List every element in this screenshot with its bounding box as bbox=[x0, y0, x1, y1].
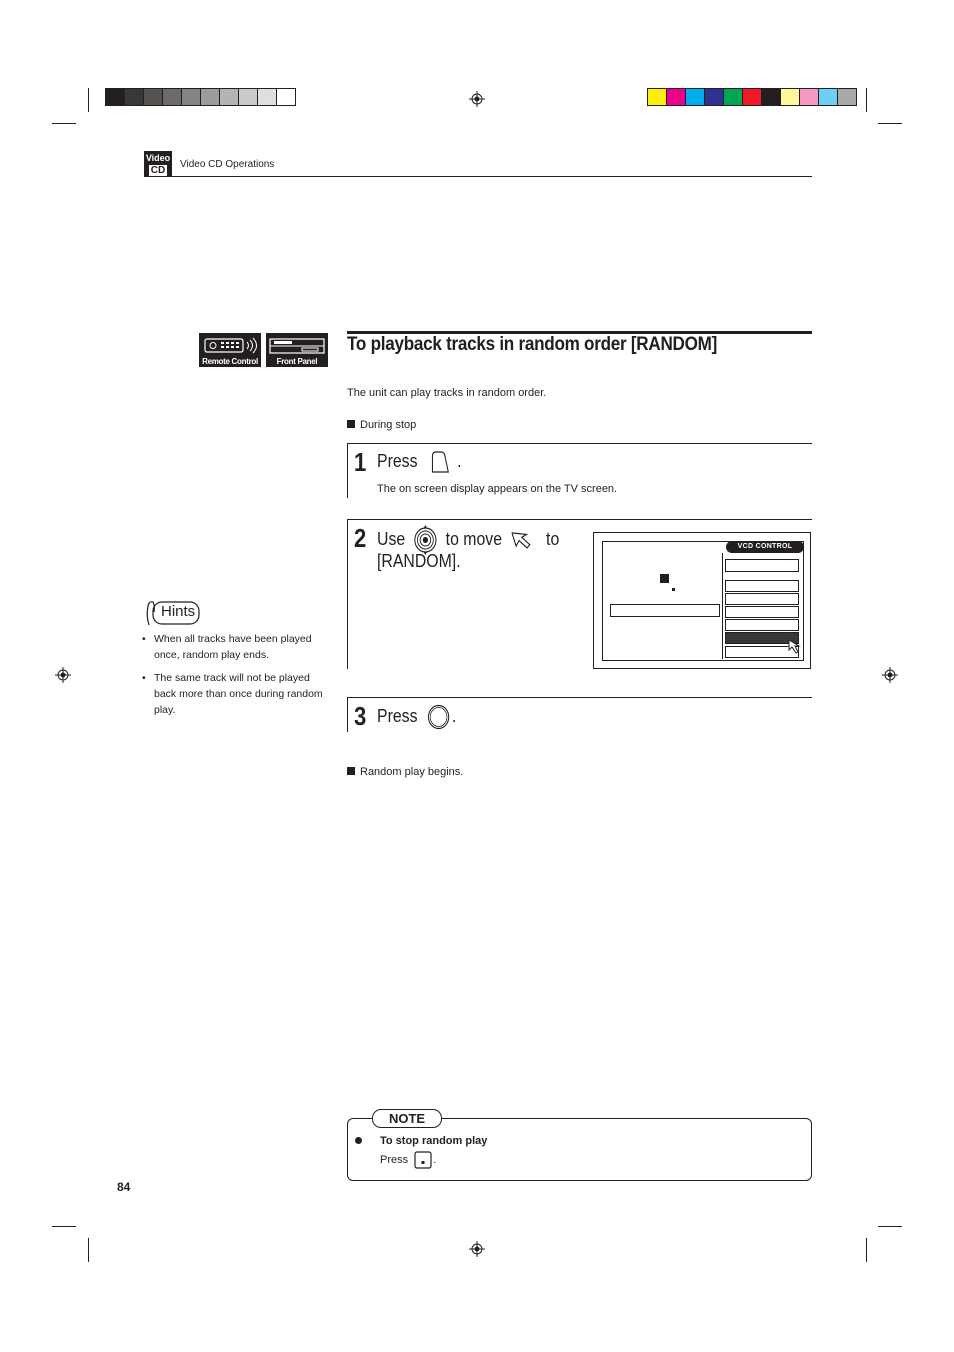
step-2-target: [RANDOM]. bbox=[377, 551, 461, 571]
step-1-period: . bbox=[457, 450, 462, 471]
color-swatch bbox=[144, 89, 163, 105]
color-swatch bbox=[648, 89, 667, 105]
hint-text: The same track will not be played back more than once during random play. bbox=[154, 672, 323, 716]
video-cd-icon-line1: Video bbox=[145, 153, 171, 163]
step-1-press-label: Press bbox=[377, 450, 418, 471]
color-swatch bbox=[800, 89, 819, 105]
enter-button-icon bbox=[427, 704, 452, 730]
step-2-to-label: to bbox=[546, 528, 560, 549]
note-bullet-icon bbox=[355, 1137, 362, 1144]
condition-text bbox=[347, 419, 416, 431]
video-cd-icon bbox=[144, 151, 172, 177]
square-bullet-icon bbox=[347, 767, 355, 775]
step-1-instruction bbox=[377, 450, 462, 474]
osd-divider bbox=[722, 553, 723, 659]
osd-menu-item bbox=[725, 580, 799, 592]
color-swatch bbox=[163, 89, 182, 105]
intro-text: The unit can play tracks in random order. bbox=[347, 387, 547, 399]
osd-track-field bbox=[610, 604, 720, 617]
color-swatch bbox=[239, 89, 258, 105]
page-number: 84 bbox=[117, 1180, 131, 1194]
crop-mark bbox=[878, 1226, 902, 1227]
crop-mark bbox=[866, 1238, 867, 1262]
step-3-side-rule bbox=[347, 697, 348, 732]
color-swatch bbox=[277, 89, 295, 105]
registration-mark-icon bbox=[469, 1241, 485, 1257]
osd-menu-item bbox=[725, 619, 799, 631]
crop-mark bbox=[52, 123, 76, 124]
color-swatch bbox=[819, 89, 838, 105]
crop-mark bbox=[52, 1226, 76, 1227]
step-2-use-label: Use bbox=[377, 528, 406, 549]
color-swatch bbox=[667, 89, 686, 105]
color-swatch bbox=[781, 89, 800, 105]
registration-mark-icon bbox=[55, 667, 71, 683]
osd-menu-item bbox=[725, 559, 799, 572]
crop-mark bbox=[88, 88, 89, 112]
result-text bbox=[347, 766, 463, 778]
color-swatch bbox=[838, 89, 856, 105]
crop-mark bbox=[88, 1238, 89, 1262]
menu-button-icon bbox=[427, 450, 452, 474]
grayscale-bar bbox=[105, 88, 296, 106]
step-3-number: 3 bbox=[354, 701, 367, 731]
hint-bullet: • bbox=[142, 672, 146, 684]
osd-pointer-icon bbox=[787, 638, 801, 654]
step-3-period: . bbox=[451, 705, 457, 726]
step-1-side-rule bbox=[347, 443, 348, 498]
osd-menu-item bbox=[725, 593, 799, 605]
remote-control-badge bbox=[199, 333, 261, 367]
step-2-rule bbox=[347, 519, 812, 520]
osd-menu-item bbox=[725, 606, 799, 618]
hint-item-1 bbox=[142, 631, 327, 663]
color-swatch bbox=[220, 89, 239, 105]
registration-mark-icon bbox=[469, 91, 485, 107]
note-press-label: Press bbox=[380, 1154, 409, 1166]
step-2-to-move-label: to move bbox=[445, 528, 503, 549]
step-1-description: The on screen display appears on the TV screen. bbox=[377, 483, 618, 495]
color-swatch bbox=[705, 89, 724, 105]
color-swatch bbox=[724, 89, 743, 105]
color-swatch bbox=[743, 89, 762, 105]
color-bar bbox=[647, 88, 857, 106]
osd-screen bbox=[593, 532, 811, 669]
color-swatch bbox=[686, 89, 705, 105]
step-3-press-label: Press bbox=[377, 705, 418, 726]
note-label: NOTE bbox=[372, 1109, 442, 1128]
registration-mark-icon bbox=[882, 667, 898, 683]
note-period: . bbox=[433, 1154, 437, 1166]
section-title: To playback tracks in random order [RANDOM] bbox=[347, 334, 718, 355]
step-1-number: 1 bbox=[354, 447, 367, 477]
step-2-side-rule bbox=[347, 519, 348, 669]
condition-label: During stop bbox=[360, 419, 417, 431]
note-instruction bbox=[380, 1150, 436, 1170]
osd-marker-small bbox=[672, 588, 675, 591]
square-bullet-icon bbox=[347, 420, 355, 428]
hint-bullet: • bbox=[142, 633, 146, 645]
step-3-rule bbox=[347, 697, 812, 698]
stop-button-icon bbox=[413, 1150, 433, 1170]
step-2-number: 2 bbox=[354, 523, 367, 553]
hints-label: Hints bbox=[161, 603, 196, 620]
color-swatch bbox=[125, 89, 144, 105]
color-swatch bbox=[106, 89, 125, 105]
video-cd-icon-line2: CD bbox=[150, 165, 166, 176]
note-heading: To stop random play bbox=[380, 1135, 488, 1147]
color-swatch bbox=[182, 89, 201, 105]
section-header: Video CD Operations bbox=[180, 159, 275, 170]
color-swatch bbox=[201, 89, 220, 105]
header-rule bbox=[144, 176, 812, 177]
crop-mark bbox=[866, 88, 867, 112]
step-1-rule bbox=[347, 443, 812, 444]
remote-control-icon bbox=[199, 335, 261, 357]
crop-mark bbox=[878, 123, 902, 124]
hint-item-2 bbox=[142, 670, 327, 718]
remote-control-label: Remote Control bbox=[202, 357, 258, 366]
step-3-instruction bbox=[377, 704, 456, 730]
front-panel-icon bbox=[266, 335, 328, 357]
result-label: Random play begins. bbox=[360, 766, 464, 778]
color-swatch bbox=[762, 89, 781, 105]
vcd-control-tab: VCD CONTROL bbox=[726, 541, 804, 553]
hint-text: When all tracks have been played once, random play ends. bbox=[154, 633, 312, 661]
front-panel-label: Front Panel bbox=[276, 357, 318, 366]
osd-marker bbox=[660, 574, 669, 583]
front-panel-badge bbox=[266, 333, 328, 367]
color-swatch bbox=[258, 89, 277, 105]
arrow-cursor-icon bbox=[512, 527, 537, 553]
